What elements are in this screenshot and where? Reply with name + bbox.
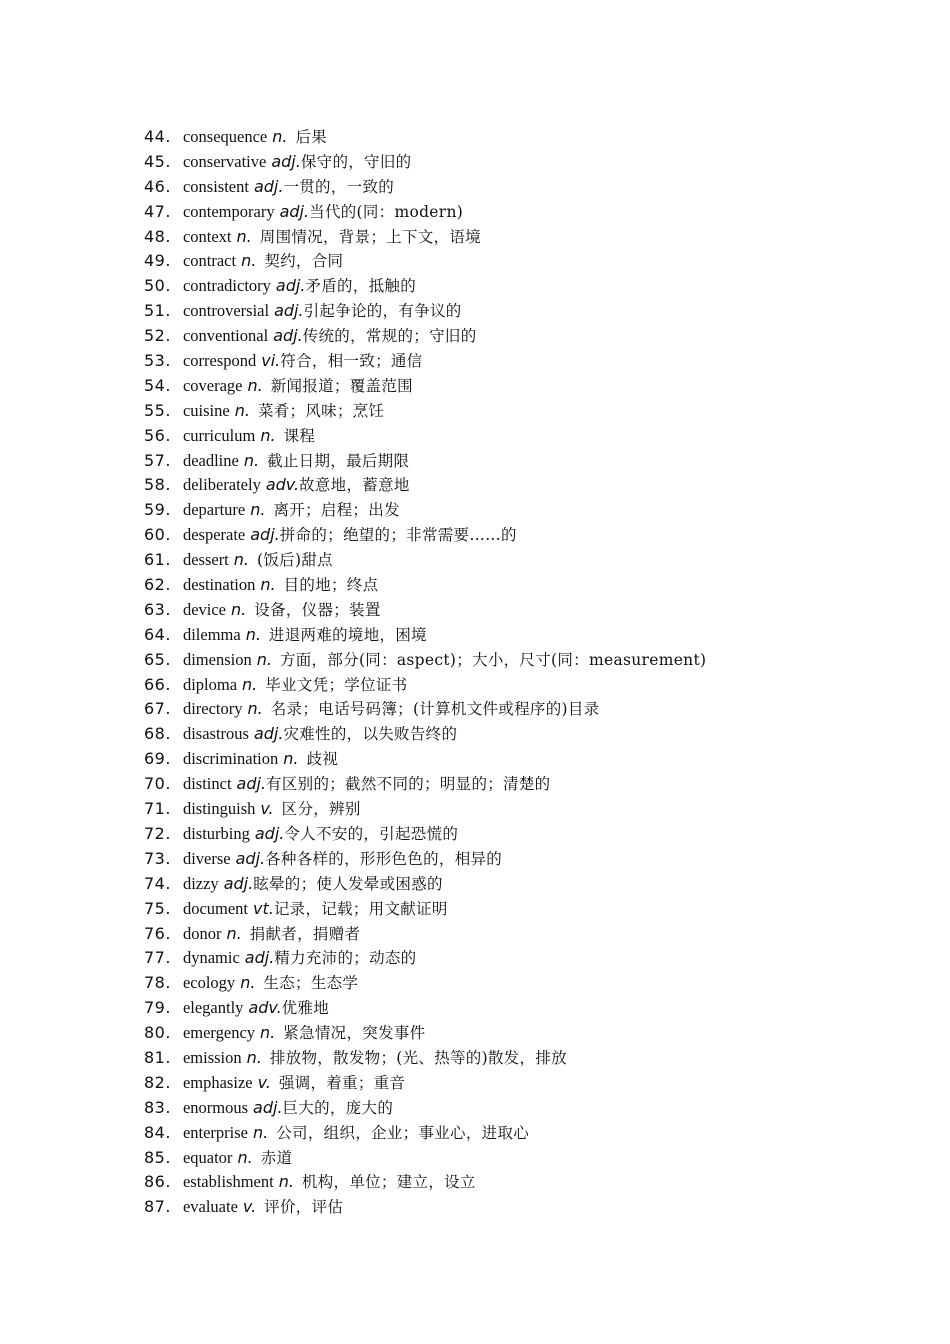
- entry-number-dot: .: [165, 326, 171, 346]
- entry-word: diverse: [182, 848, 231, 868]
- entry-part-of-speech: adj.: [235, 848, 266, 868]
- entry-part-of-speech: n.: [250, 500, 266, 520]
- entry-definition: 公司，组织，企业；事业心，进取心: [276, 1123, 530, 1142]
- entry-word: enterprise: [182, 1122, 249, 1142]
- entry-number: 85: [144, 1147, 166, 1167]
- entry-number-dot: .: [165, 1172, 171, 1192]
- vocab-entry: [144, 449, 706, 474]
- entry-definition: 当代的(同：modern): [309, 202, 464, 221]
- entry-word: destination: [182, 575, 256, 595]
- entry-number: 44: [144, 127, 166, 146]
- entry-number-dot: .: [165, 624, 171, 644]
- entry-number-dot: .: [165, 823, 171, 843]
- entry-word: diploma: [182, 674, 238, 694]
- entry-word: consistent: [182, 176, 249, 196]
- entry-definition: 名录；电话号码簿；(计算机文件或程序的)目录: [270, 700, 600, 719]
- entry-part-of-speech: n.: [231, 599, 247, 619]
- vocab-entry: [144, 598, 706, 623]
- entry-number-dot: .: [165, 649, 171, 669]
- entry-number: 55: [144, 400, 166, 420]
- entry-word: distinguish: [182, 799, 256, 819]
- entry-number-dot: .: [165, 873, 171, 893]
- entry-word: enormous: [182, 1097, 249, 1117]
- entry-number-dot: .: [165, 176, 171, 196]
- entry-number: 77: [144, 948, 166, 968]
- entry-number-dot: .: [165, 1147, 171, 1167]
- vocab-entry: [144, 673, 706, 698]
- vocab-entry: [144, 1121, 706, 1146]
- entry-definition: 各种各样的，形形色色的，相异的: [265, 849, 503, 868]
- entry-word: cuisine: [182, 400, 230, 420]
- entry-number: 48: [144, 226, 166, 246]
- entry-word: emergency: [182, 1023, 256, 1043]
- entry-number-dot: .: [165, 575, 171, 595]
- entry-number: 50: [144, 276, 166, 296]
- vocab-entry: [144, 722, 706, 747]
- entry-part-of-speech: adj.: [250, 525, 280, 545]
- entry-definition: 记录，记载；用文献证明: [273, 899, 448, 918]
- entry-number: 75: [144, 898, 166, 918]
- entry-number-dot: .: [165, 226, 171, 246]
- entry-part-of-speech: n.: [240, 973, 256, 993]
- entry-part-of-speech: adj.: [223, 873, 254, 893]
- entry-number-dot: .: [165, 1047, 171, 1067]
- entry-word: contradictory: [182, 276, 271, 296]
- entry-number-dot: .: [165, 1023, 171, 1043]
- entry-word: dimension: [182, 649, 252, 669]
- entry-number-dot: .: [165, 351, 171, 371]
- entry-word: deadline: [182, 450, 239, 470]
- vocab-entry: [144, 324, 706, 349]
- entry-number: 62: [144, 575, 166, 595]
- entry-number: 84: [144, 1122, 166, 1142]
- vocab-entry: [144, 1146, 706, 1171]
- entry-part-of-speech: adv.: [265, 475, 300, 495]
- entry-definition: 矛盾的，抵触的: [305, 277, 417, 296]
- vocab-entry: [144, 623, 706, 648]
- entry-number: 82: [144, 1072, 166, 1092]
- vocab-entry: [144, 1096, 706, 1121]
- entry-definition: 后果: [295, 128, 328, 146]
- entry-word: evaluate: [182, 1197, 238, 1217]
- vocab-entry: [144, 1170, 706, 1195]
- entry-word: dynamic: [182, 948, 240, 968]
- entry-definition: 契约，合同: [264, 252, 344, 271]
- entry-definition: 捐献者，捐赠者: [249, 924, 361, 943]
- entry-number: 80: [144, 1023, 166, 1043]
- entry-number: 78: [144, 973, 166, 993]
- entry-part-of-speech: adj.: [244, 948, 275, 968]
- entry-word: disturbing: [182, 823, 250, 843]
- vocab-entry: [144, 299, 706, 324]
- entry-number-dot: .: [165, 1122, 171, 1142]
- entry-part-of-speech: n.: [234, 400, 250, 420]
- entry-number-dot: .: [165, 151, 171, 171]
- entry-number: 63: [144, 599, 166, 619]
- entry-part-of-speech: adj.: [253, 176, 284, 196]
- entry-definition: 排放物，散发物；(光、热等的)散发，排放: [269, 1048, 567, 1067]
- entry-word: emphasize: [182, 1072, 253, 1092]
- entry-number: 73: [144, 848, 166, 868]
- vocab-entry: [144, 125, 706, 150]
- entry-definition: 眩晕的；使人发晕或困惑的: [253, 874, 443, 893]
- entry-word: dizzy: [182, 873, 219, 893]
- vocab-entry: [144, 822, 706, 847]
- entry-number-dot: .: [165, 301, 171, 321]
- vocab-entry: [144, 225, 706, 250]
- entry-number: 68: [144, 724, 166, 744]
- entry-part-of-speech: adj.: [275, 276, 306, 296]
- entry-number-dot: .: [165, 724, 171, 744]
- entry-definition: 歧视: [306, 750, 339, 769]
- entry-number-dot: .: [165, 450, 171, 470]
- vocab-entry: [144, 249, 706, 274]
- entry-number-dot: .: [165, 425, 171, 445]
- entry-part-of-speech: n.: [237, 1147, 253, 1167]
- entry-number-dot: .: [165, 500, 171, 520]
- entry-word: coverage: [182, 375, 243, 395]
- entry-number-dot: .: [165, 699, 171, 719]
- entry-number: 69: [144, 749, 166, 769]
- entry-word: establishment: [182, 1172, 274, 1192]
- entry-word: deliberately: [182, 475, 261, 495]
- entry-part-of-speech: vt.: [253, 898, 274, 918]
- entry-number-dot: .: [165, 774, 171, 794]
- entry-definition: 传统的，常规的；守旧的: [302, 327, 477, 346]
- vocab-entry: [144, 498, 706, 523]
- entry-part-of-speech: adj.: [271, 151, 301, 171]
- entry-part-of-speech: n.: [242, 674, 258, 694]
- vocab-entry: [144, 473, 706, 498]
- vocab-entry: [144, 996, 706, 1021]
- entry-word: directory: [182, 699, 243, 719]
- entry-definition: 离开；启程；出发: [273, 501, 400, 520]
- entry-number: 83: [144, 1097, 166, 1117]
- entry-number-dot: .: [165, 1097, 171, 1117]
- vocab-entry: [144, 175, 706, 200]
- entry-number-dot: .: [165, 923, 171, 943]
- entry-number-dot: .: [165, 948, 171, 968]
- entry-definition: 灾难性的，以失败告终的: [283, 725, 458, 744]
- vocab-entry: [144, 573, 706, 598]
- entry-number-dot: .: [165, 400, 171, 420]
- entry-definition: 优雅地: [281, 999, 330, 1018]
- entry-word: departure: [182, 500, 246, 520]
- entry-part-of-speech: adj.: [236, 774, 267, 794]
- entry-definition: 赤道: [260, 1148, 293, 1167]
- entry-part-of-speech: n.: [278, 1172, 294, 1192]
- entry-number: 47: [144, 201, 166, 221]
- entry-definition: 进退两难的境地，困境: [268, 625, 427, 644]
- vocab-entry: [144, 274, 706, 299]
- entry-part-of-speech: adj.: [253, 724, 284, 744]
- entry-word: controversial: [182, 301, 270, 321]
- entry-number: 59: [144, 500, 166, 520]
- entry-word: consequence: [182, 127, 268, 146]
- vocab-entry: [144, 349, 706, 374]
- entry-word: curriculum: [182, 425, 256, 445]
- entry-part-of-speech: n.: [260, 425, 276, 445]
- entry-part-of-speech: n.: [247, 699, 263, 719]
- entry-number: 57: [144, 450, 166, 470]
- vocab-entry: [144, 922, 706, 947]
- entry-part-of-speech: n.: [243, 450, 260, 470]
- entry-number: 79: [144, 998, 166, 1018]
- entry-number-dot: .: [165, 375, 171, 395]
- entry-number: 67: [144, 699, 166, 719]
- entry-number-dot: .: [165, 599, 171, 619]
- vocab-entry: [144, 399, 706, 424]
- entry-part-of-speech: n.: [260, 1023, 276, 1043]
- entry-definition: 菜肴；风味；烹饪: [257, 401, 385, 420]
- entry-definition: 新闻报道；覆盖范围: [270, 376, 413, 395]
- entry-word: equator: [182, 1147, 233, 1167]
- entry-definition: 区分，辨别: [281, 800, 361, 819]
- entry-word: contemporary: [182, 201, 275, 221]
- vocab-entry: [144, 150, 706, 175]
- entry-part-of-speech: v.: [242, 1197, 257, 1217]
- vocab-entry: [144, 424, 706, 449]
- entry-number-dot: .: [165, 475, 171, 495]
- entry-definition: 毕业文凭；学位证书: [265, 675, 408, 694]
- entry-number: 53: [144, 351, 166, 371]
- entry-number: 76: [144, 923, 166, 943]
- entry-word: disastrous: [182, 724, 249, 744]
- entry-number-dot: .: [165, 127, 171, 146]
- vocab-entry: [144, 374, 706, 399]
- entry-part-of-speech: adv.: [248, 998, 282, 1018]
- vocab-entry: [144, 747, 706, 772]
- vocab-entry: [144, 971, 706, 996]
- entry-number-dot: .: [165, 201, 171, 221]
- entry-number-dot: .: [165, 799, 171, 819]
- entry-number: 66: [144, 674, 166, 694]
- entry-number: 65: [144, 649, 166, 669]
- entry-definition: 方面，部分(同：aspect)；大小，尺寸(同：measurement): [279, 650, 707, 669]
- entry-definition: 生态；生态学: [263, 974, 359, 993]
- entry-part-of-speech: v.: [257, 1072, 271, 1092]
- entry-number-dot: .: [165, 276, 171, 296]
- entry-definition: 符合，相一致；通信: [280, 352, 423, 371]
- entry-number: 60: [144, 525, 166, 545]
- entry-part-of-speech: adj.: [254, 823, 285, 843]
- entry-definition: 拼命的；绝望的；非常需要……的: [279, 526, 517, 545]
- entry-number: 64: [144, 624, 166, 644]
- entry-part-of-speech: n.: [253, 1122, 269, 1142]
- entry-number-dot: .: [165, 251, 171, 271]
- entry-word: contract: [182, 251, 237, 271]
- entry-number: 81: [144, 1047, 166, 1067]
- entry-definition: 一贯的，一致的: [283, 177, 395, 196]
- entry-part-of-speech: n.: [256, 649, 272, 669]
- entry-part-of-speech: adj.: [279, 201, 310, 221]
- entry-word: conventional: [182, 326, 269, 346]
- vocab-entry: [144, 548, 706, 573]
- entry-definition: 评价，评估: [264, 1198, 344, 1217]
- entry-part-of-speech: n.: [246, 1047, 262, 1067]
- entry-definition: 设备，仪器；装置: [254, 600, 381, 619]
- vocab-entry: [144, 1021, 706, 1046]
- entry-word: correspond: [182, 351, 257, 371]
- entry-part-of-speech: n.: [233, 550, 250, 570]
- entry-part-of-speech: vi.: [261, 351, 281, 371]
- entry-part-of-speech: n.: [260, 575, 276, 595]
- entry-number: 86: [144, 1172, 166, 1192]
- entry-number: 45: [144, 151, 166, 171]
- entry-part-of-speech: n.: [283, 749, 299, 769]
- vocab-entry: [144, 847, 706, 872]
- entry-number: 70: [144, 774, 166, 794]
- entry-number: 87: [144, 1197, 166, 1217]
- entry-definition: 紧急情况，突发事件: [283, 1024, 426, 1043]
- vocab-entry: [144, 772, 706, 797]
- entry-number: 49: [144, 251, 166, 271]
- entry-number: 58: [144, 475, 166, 495]
- entry-number-dot: .: [165, 1197, 171, 1217]
- entry-number-dot: .: [165, 525, 171, 545]
- entry-part-of-speech: n.: [236, 226, 252, 246]
- entry-part-of-speech: v.: [260, 799, 274, 819]
- vocab-entry: [144, 872, 706, 897]
- entry-number: 54: [144, 375, 166, 395]
- entry-part-of-speech: adj.: [274, 301, 304, 321]
- entry-number-dot: .: [165, 674, 171, 694]
- entry-word: distinct: [182, 774, 232, 794]
- entry-part-of-speech: n.: [247, 375, 263, 395]
- entry-definition: 强调，着重；重音: [278, 1073, 406, 1092]
- entry-definition: 课程: [283, 426, 316, 445]
- entry-word: context: [182, 226, 232, 246]
- entry-number: 71: [144, 799, 166, 819]
- entry-number-dot: .: [165, 550, 171, 570]
- entry-definition: 巨大的，庞大的: [282, 1098, 394, 1117]
- entry-definition: (饭后)甜点: [257, 551, 333, 570]
- entry-number-dot: .: [165, 898, 171, 918]
- entry-number: 74: [144, 873, 166, 893]
- vocab-entry: [144, 697, 706, 722]
- entry-definition: 有区别的；截然不同的；明显的；清楚的: [266, 775, 551, 794]
- entry-definition: 保守的，守旧的: [300, 152, 412, 171]
- entry-definition: 引起争论的，有争议的: [303, 302, 462, 321]
- vocab-entry: [144, 523, 706, 548]
- entry-definition: 精力充沛的；动态的: [274, 949, 417, 968]
- vocab-entry: [144, 1195, 706, 1220]
- entry-number: 52: [144, 326, 166, 346]
- vocab-entry: [144, 200, 706, 225]
- entry-part-of-speech: adj.: [273, 326, 303, 346]
- vocab-entry: [144, 648, 706, 673]
- vocab-entry: [144, 1046, 706, 1071]
- vocab-entry: [144, 797, 706, 822]
- entry-part-of-speech: n.: [241, 251, 257, 271]
- vocab-entry: [144, 1071, 706, 1096]
- vocab-entry: [144, 946, 706, 971]
- entry-number: 61: [144, 550, 166, 570]
- entry-number: 56: [144, 425, 166, 445]
- entry-definition: 截止日期，最后期限: [267, 451, 410, 470]
- entry-word: device: [182, 599, 227, 619]
- entry-word: dessert: [182, 550, 229, 570]
- entry-definition: 机构，单位；建立，设立: [301, 1173, 476, 1192]
- entry-part-of-speech: adj.: [253, 1097, 283, 1117]
- entry-word: document: [182, 898, 249, 918]
- vocabulary-list: [144, 125, 706, 1220]
- entry-number: 51: [144, 301, 166, 321]
- entry-part-of-speech: n.: [272, 127, 288, 146]
- vocab-entry: [144, 897, 706, 922]
- entry-number-dot: .: [165, 973, 171, 993]
- entry-number: 72: [144, 823, 166, 843]
- entry-word: elegantly: [182, 998, 244, 1018]
- entry-definition: 令人不安的，引起恐慌的: [284, 824, 459, 843]
- entry-number-dot: .: [165, 998, 171, 1018]
- entry-word: emission: [182, 1047, 242, 1067]
- entry-number-dot: .: [165, 749, 171, 769]
- entry-number-dot: .: [165, 1072, 171, 1092]
- entry-definition: 周围情况，背景；上下文，语境: [259, 227, 481, 246]
- entry-word: discrimination: [182, 749, 279, 769]
- entry-part-of-speech: n.: [245, 624, 261, 644]
- entry-definition: 故意地，蓄意地: [299, 476, 410, 495]
- entry-word: ecology: [182, 973, 236, 993]
- entry-definition: 目的地；终点: [283, 576, 379, 595]
- entry-number-dot: .: [165, 848, 171, 868]
- entry-word: desperate: [182, 525, 246, 545]
- entry-number: 46: [144, 176, 166, 196]
- entry-word: donor: [182, 923, 222, 943]
- entry-word: conservative: [182, 151, 267, 171]
- entry-part-of-speech: n.: [226, 923, 242, 943]
- entry-word: dilemma: [182, 624, 241, 644]
